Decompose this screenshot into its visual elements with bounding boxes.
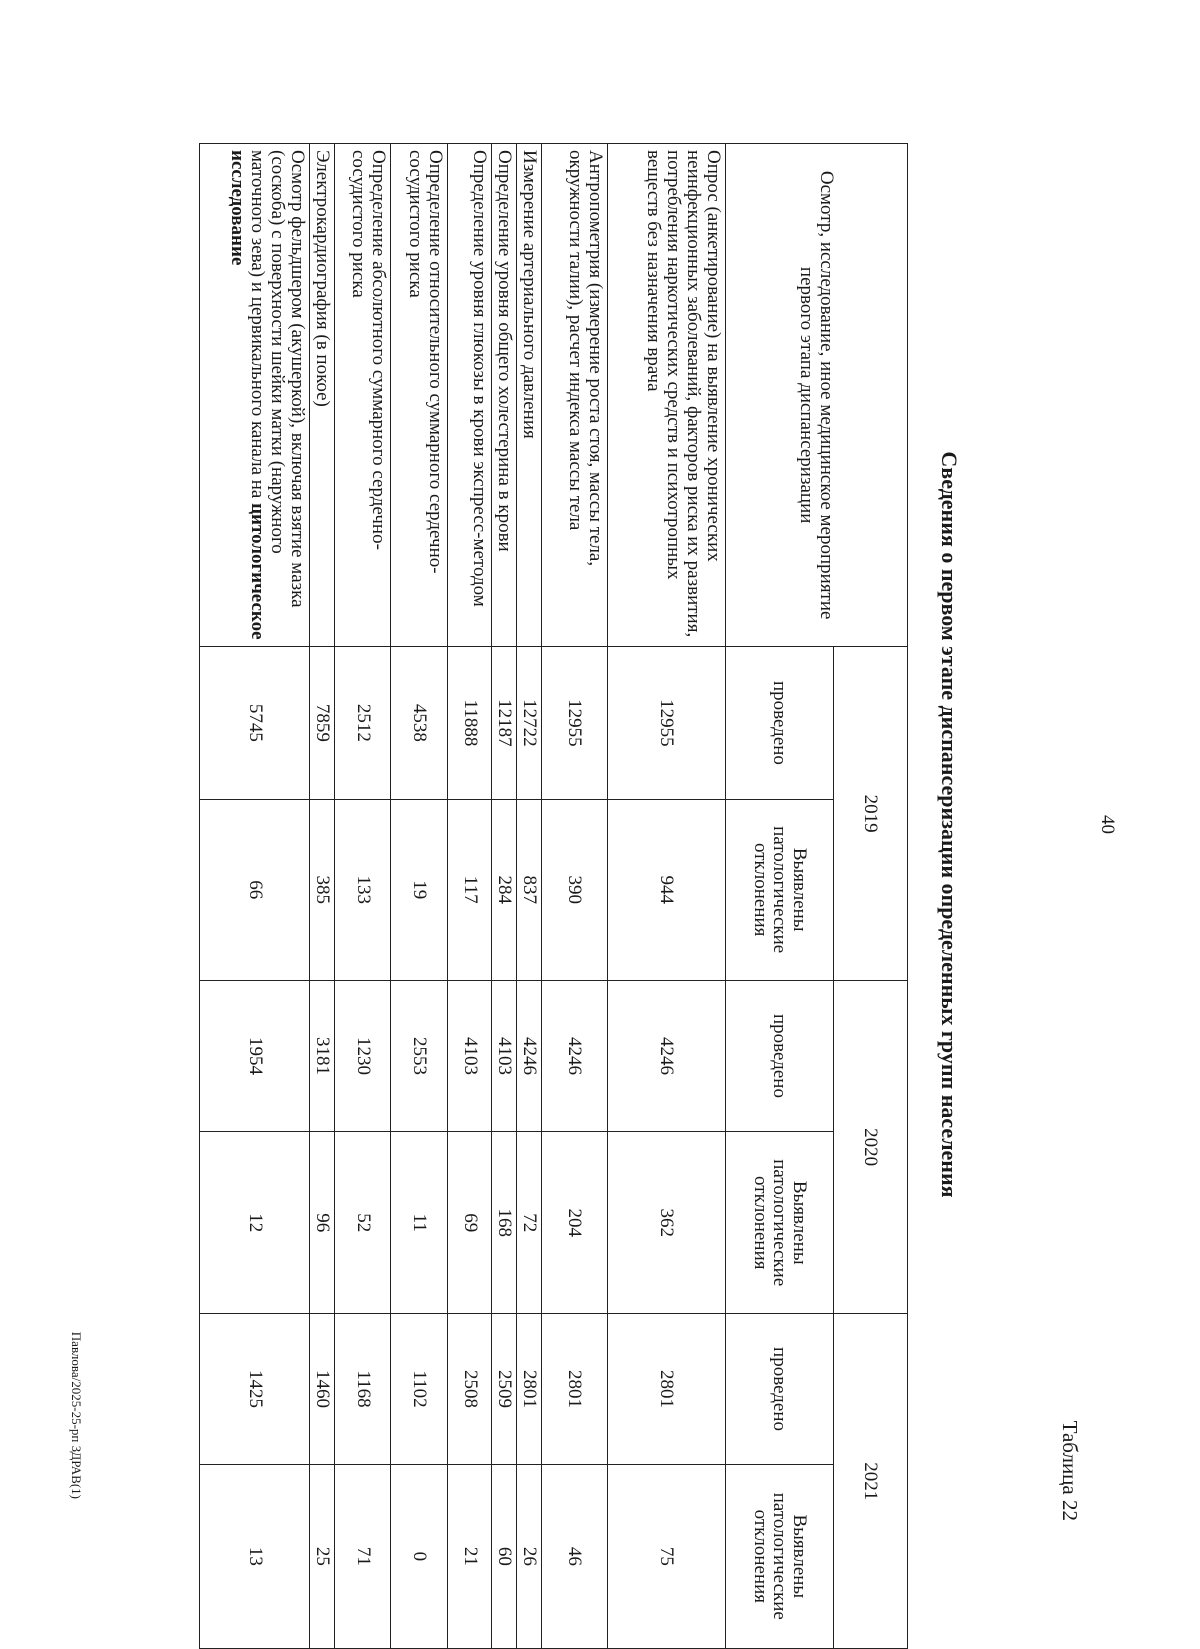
cell-done-2019: 12187	[492, 647, 517, 799]
cell-found-2020: 96	[310, 1132, 335, 1314]
row-name: Определение уровня глюкозы в крови экспресс-методом	[448, 144, 492, 647]
header-found-2019: Выявлены патологические отклонения	[726, 799, 834, 980]
row-name-bold-text: цитологическое исследование	[227, 150, 269, 640]
cell-done-2020: 1230	[335, 980, 391, 1131]
header-found-2020: Выявлены патологические отклонения	[726, 1132, 834, 1314]
cell-found-2019: 284	[492, 799, 517, 980]
cell-done-2021: 2801	[517, 1314, 542, 1464]
cell-found-2020: 69	[448, 1132, 492, 1314]
row-name	[200, 144, 310, 647]
screening-table	[199, 143, 908, 1649]
table-row	[492, 144, 517, 1649]
document-title: Сведения о первом этапе диспансеризации определенных групп населения	[937, 451, 962, 1198]
cell-done-2020: 3181	[310, 980, 335, 1131]
cell-done-2021: 2801	[542, 1314, 608, 1464]
cell-done-2020: 4103	[492, 980, 517, 1131]
cell-done-2019: 4538	[391, 647, 448, 799]
cell-done-2021: 1460	[310, 1314, 335, 1464]
row-name: Измерение артериального давления	[517, 144, 542, 647]
cell-done-2019: 11888	[448, 647, 492, 799]
table-row	[542, 144, 608, 1649]
cell-done-2021: 1102	[391, 1314, 448, 1464]
cell-found-2021: 13	[200, 1464, 310, 1648]
table-row	[448, 144, 492, 1649]
cell-done-2019: 2512	[335, 647, 391, 799]
cell-found-2020: 52	[335, 1132, 391, 1314]
cell-found-2020: 168	[492, 1132, 517, 1314]
cell-found-2019: 133	[335, 799, 391, 980]
cell-found-2021: 21	[448, 1464, 492, 1648]
cell-found-2019: 66	[200, 799, 310, 980]
row-name: Опрос (анкетирование) на выявление хронических неинфекционных заболеваний, факторов риска их развития, потребления наркотических средств и психотропных веществ без назначения врача	[608, 144, 726, 647]
row-name: Электрокардиография (в покое)	[310, 144, 335, 647]
row-name: Определение относительного суммарного сердечно-сосудистого риска	[391, 144, 448, 647]
cell-found-2020: 72	[517, 1132, 542, 1314]
cell-found-2021: 25	[310, 1464, 335, 1648]
cell-done-2019: 12722	[517, 647, 542, 799]
cell-done-2019: 5745	[200, 647, 310, 799]
cell-done-2021: 2801	[608, 1314, 726, 1464]
cell-found-2019: 944	[608, 799, 726, 980]
row-name-text: Осмотр фельдшером (акушеркой), включая взятие мазка (соскоба) с поверхности шейки матки (наружного маточного зева) и цервикального канала на	[247, 150, 309, 608]
cell-found-2019: 390	[542, 799, 608, 980]
cell-found-2021: 71	[335, 1464, 391, 1648]
cell-done-2021: 2509	[492, 1314, 517, 1464]
table-row	[391, 144, 448, 1649]
table-row	[200, 144, 310, 1649]
cell-done-2020: 2553	[391, 980, 448, 1131]
table-row	[310, 144, 335, 1649]
cell-done-2019: 7859	[310, 647, 335, 799]
cell-found-2019: 19	[391, 799, 448, 980]
cell-done-2019: 12955	[542, 647, 608, 799]
cell-done-2021: 1168	[335, 1314, 391, 1464]
header-found-2021: Выявлены патологические отклонения	[726, 1464, 834, 1648]
cell-done-2019: 12955	[608, 647, 726, 799]
cell-found-2020: 362	[608, 1132, 726, 1314]
footer-reference: Павлова/2025-25-рп ЗДРАВ(1)	[69, 1331, 84, 1499]
cell-done-2020: 4246	[517, 980, 542, 1131]
table-row	[608, 144, 726, 1649]
cell-found-2019: 837	[517, 799, 542, 980]
cell-done-2020: 4246	[542, 980, 608, 1131]
row-name: Определение абсолютного суммарного сердечно-сосудистого риска	[335, 144, 391, 647]
cell-found-2020: 11	[391, 1132, 448, 1314]
header-row-years	[834, 144, 908, 1649]
header-year-2019: 2019	[834, 647, 908, 981]
header-done-2021: проведено	[726, 1314, 834, 1464]
cell-found-2021: 75	[608, 1464, 726, 1648]
cell-done-2020: 4103	[448, 980, 492, 1131]
cell-done-2020: 1954	[200, 980, 310, 1131]
header-done-2020: проведено	[726, 980, 834, 1131]
header-done-2019: проведено	[726, 647, 834, 799]
row-name: Антропометрия (измерение роста стоя, массы тела, окружности талии), расчет индекса массы тела	[542, 144, 608, 647]
cell-done-2020: 4246	[608, 980, 726, 1131]
cell-found-2019: 385	[310, 799, 335, 980]
cell-found-2021: 46	[542, 1464, 608, 1648]
cell-found-2021: 26	[517, 1464, 542, 1648]
cell-done-2021: 2508	[448, 1314, 492, 1464]
header-year-2020: 2020	[834, 980, 908, 1314]
cell-found-2020: 204	[542, 1132, 608, 1314]
cell-done-2021: 1425	[200, 1314, 310, 1464]
header-procedure: Осмотр, исследование, иное медицинское мероприятие первого этапа диспансеризации	[726, 144, 908, 647]
table-number: Таблица 22	[1058, 1420, 1082, 1521]
table-row	[517, 144, 542, 1649]
table-row	[335, 144, 391, 1649]
cell-found-2020: 12	[200, 1132, 310, 1314]
row-name: Определение уровня общего холестерина в крови	[492, 144, 517, 647]
page-number: 40	[1097, 815, 1118, 834]
header-year-2021: 2021	[834, 1314, 908, 1649]
cell-found-2021: 0	[391, 1464, 448, 1648]
cell-found-2019: 117	[448, 799, 492, 980]
cell-found-2021: 60	[492, 1464, 517, 1648]
